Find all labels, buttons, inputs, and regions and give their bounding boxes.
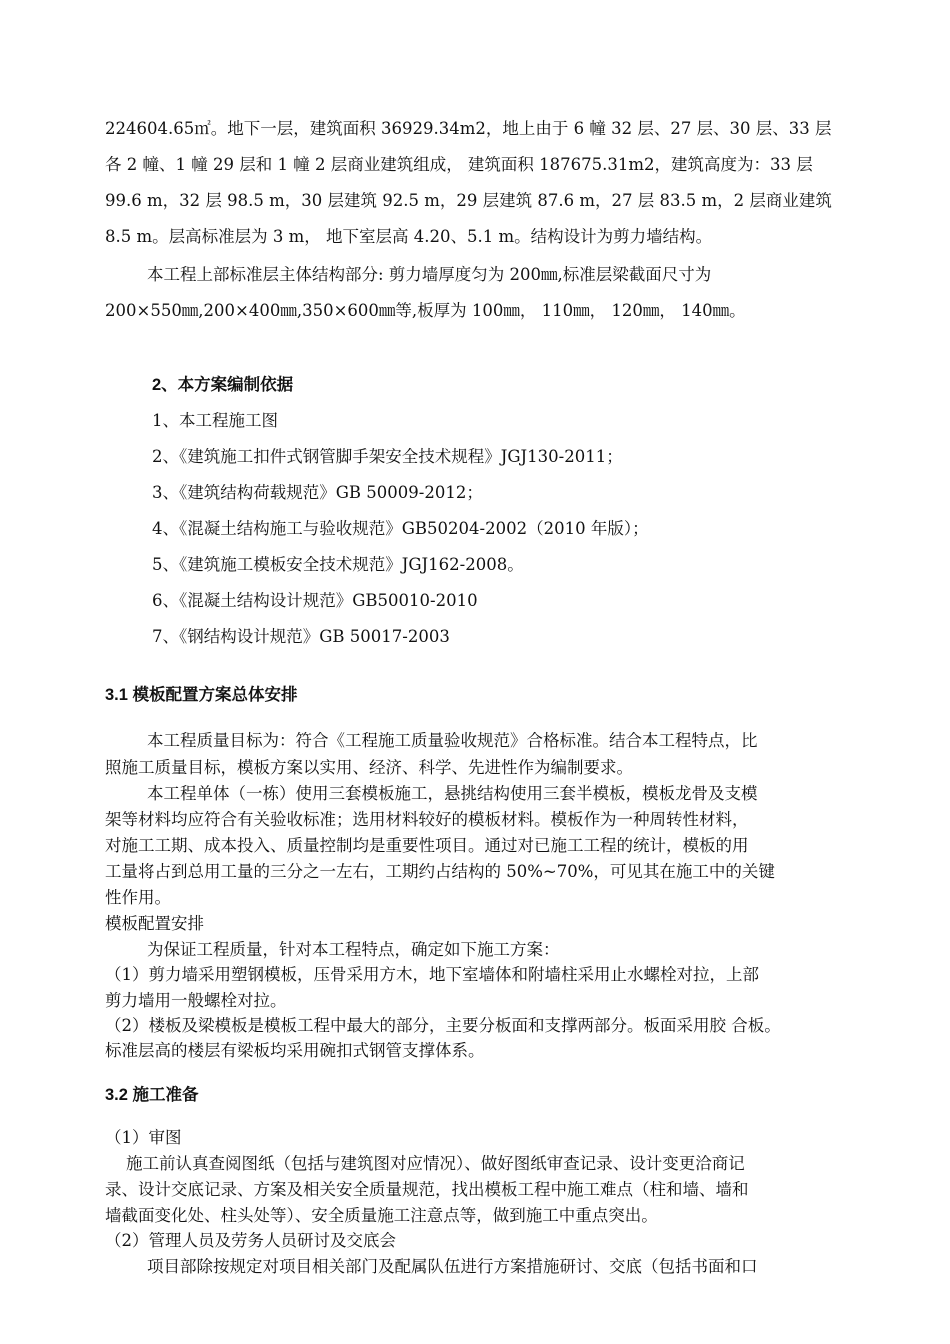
intro-line: 224604.65㎡。地下一层，建筑面积 36929.34m2，地上由于 6 幢 32 层、27 层、30 层、33 层 [105, 119, 832, 138]
body-line: 标准层高的楼层有梁板均采用碗扣式钢管支撑体系。 [105, 1041, 485, 1060]
section-3-2-heading: 3.2 施工准备 [105, 1086, 199, 1104]
intro-line: 200×550㎜,200×400㎜,350×600㎜等,板厚为 100㎜， 110㎜， 120㎜， 140㎜。 [105, 301, 746, 320]
body-line: 本工程单体（一栋）使用三套模板施工，悬挑结构使用三套半模板，模板龙骨及支模 [147, 784, 758, 803]
intro-line: 本工程上部标准层主体结构部分: 剪力墙厚度匀为 200㎜,标准层梁截面尺寸为 [147, 265, 712, 284]
reference-item: 2、《建筑施工扣件式钢管脚手架安全技术规程》JGJ130-2011； [152, 447, 623, 466]
body-line: 性作用。 [105, 888, 171, 907]
body-line: 剪力墙用一般螺栓对拉。 [105, 991, 287, 1010]
body-line: （2）管理人员及劳务人员研讨及交底会 [105, 1231, 396, 1250]
reference-item: 5、《建筑施工模板安全技术规范》JGJ162-2008。 [152, 555, 524, 574]
body-line: 墙截面变化处、柱头处等）、安全质量施工注意点等，做到施工中重点突出。 [105, 1206, 658, 1225]
intro-line: 99.6 m，32 层 98.5 m，30 层建筑 92.5 m，29 层建筑 87.6 m，27 层 83.5 m，2 层商业建筑 [105, 191, 832, 210]
body-line: 架等材料均应符合有关验收标准；选用材料较好的模板材料。模板作为一种周转性材料， [105, 810, 749, 829]
intro-line: 8.5 m。层高标准层为 3 m， 地下室层高 4.20、5.1 m。结构设计为剪力墙结构。 [105, 227, 713, 246]
body-line: （2）楼板及梁模板是模板工程中最大的部分，主要分板面和支撑两部分。板面采用胶 合板。 [105, 1016, 781, 1035]
body-line: 项目部除按规定对项目相关部门及配属队伍进行方案措施研讨、交底（包括书面和口 [147, 1257, 758, 1276]
reference-item: 7、《钢结构设计规范》GB 50017-2003 [152, 627, 450, 646]
body-line: （1）审图 [105, 1128, 182, 1147]
intro-line: 各 2 幢、1 幢 29 层和 1 幢 2 层商业建筑组成， 建筑面积 187675.31m2，建筑高度为：33 层 [105, 155, 813, 174]
body-line: 录、设计交底记录、方案及相关安全质量规范，找出模板工程中施工难点（柱和墙、墙和 [105, 1180, 749, 1199]
section-3-1-heading: 3.1 模板配置方案总体安排 [105, 686, 298, 704]
body-line: 模板配置安排 [105, 914, 204, 933]
body-line: 对施工工期、成本投入、质量控制均是重要性项目。通过对已施工工程的统计，模板的用 [105, 836, 749, 855]
reference-item: 1、本工程施工图 [152, 411, 278, 430]
reference-item: 6、《混凝土结构设计规范》GB50010-2010 [152, 591, 478, 610]
section-2-heading: 2、本方案编制依据 [152, 376, 294, 394]
body-line: 本工程质量目标为：符合《工程施工质量验收规范》合格标准。结合本工程特点，比 [147, 731, 758, 750]
body-line: 为保证工程质量，针对本工程特点，确定如下施工方案： [147, 940, 560, 959]
body-line: 工量将占到总用工量的三分之一左右，工期约占结构的 50%~70%，可见其在施工中的关键 [105, 862, 775, 881]
body-line: 照施工质量目标，模板方案以实用、经济、科学、先进性作为编制要求。 [105, 758, 633, 777]
reference-item: 4、《混凝土结构施工与验收规范》GB50204-2002（2010 年版）； [152, 519, 649, 538]
body-line: （1）剪力墙采用塑钢模板，压骨采用方木，地下室墙体和附墙柱采用止水螺栓对拉，上部 [105, 965, 759, 984]
body-line: 施工前认真查阅图纸（包括与建筑图对应情况）、做好图纸审查记录、设计变更洽商记 [126, 1154, 745, 1173]
reference-item: 3、《建筑结构荷载规范》GB 50009-2012； [152, 483, 483, 502]
